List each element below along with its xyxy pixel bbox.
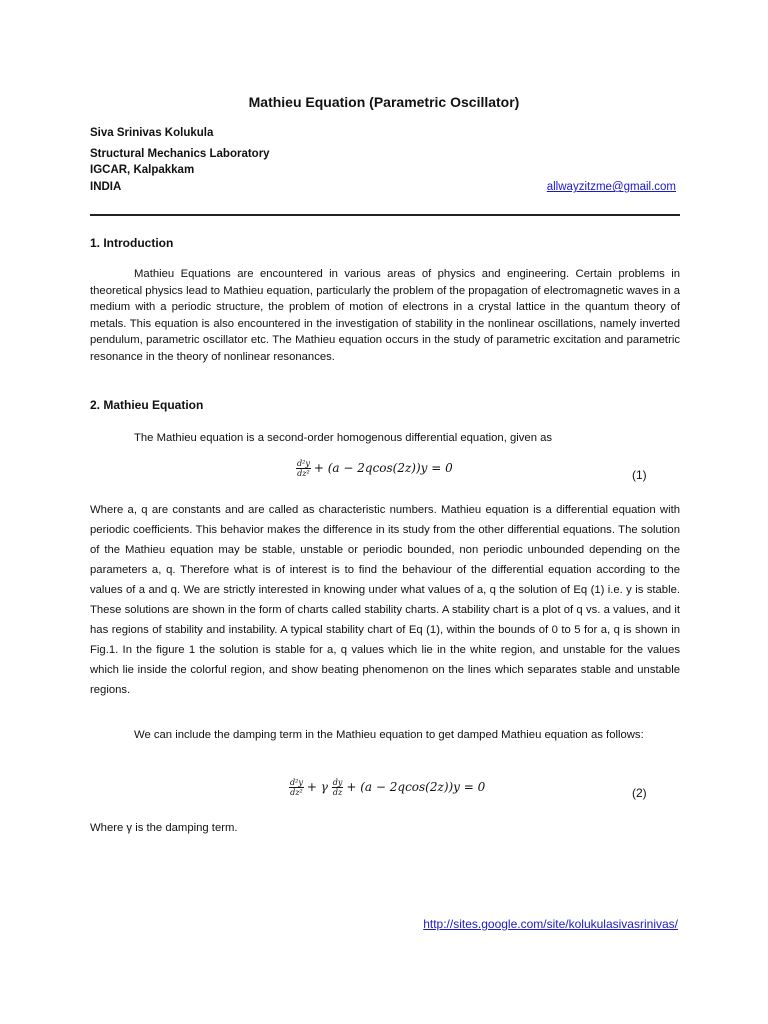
second-derivative-fraction: $\frac{\text{d²y}}{\text{dz²}}$ [297,459,310,478]
second-derivative-fraction: $\frac{\text{d²y}}{\text{dz²}}$ [290,778,303,797]
author-country: INDIA [90,181,122,193]
author-name: Siva Srinivas Kolukula [90,127,214,139]
header-divider [90,214,680,216]
first-derivative-fraction: $\frac{dy}{dz}$ [332,778,343,797]
author-institute: IGCAR, Kalpakkam [90,164,195,176]
equation-2-gamma: + γ [306,780,328,794]
mathieu-paragraph: Where a, q are constants and are called as characteristic numbers. Mathieu equation is a differential equation with periodic coefficients. This behavior makes the difference in its study from the other differential equations. The solution of the Mathieu equation may be stable, unstable or periodic bounded, non periodic unbounded depending on the parameters a, q. Therefore what is of interest is to find the behaviour of the differential equation according to the values of a and q. We are strictly interested in knowing under what values of a, q the solution of Eq (1) i.e. y is stable. These solutions are shown in the form of charts called stability charts. A stability chart is a plot of q vs. a values, and it has regions of stability and instability. A typical stability chart of Eq (1), within the bounds of 0 to 5 for a, q is shown in Fig.1. In the figure 1 the solution is stable for a, q values which lie in the white region, and unstable for the values which lie inside the colorful region, and show beating phenomenon on the lines which separates stable and unstable regions. [90,504,680,696]
gamma-definition: Where γ is the damping term. [90,822,238,834]
mathieu-intro-paragraph: The Mathieu equation is a second-order homogenous differential equation, given as [134,432,553,444]
introduction-paragraph: Mathieu Equations are encountered in various areas of physics and engineering. Certain problems in theoretical physics lead to Mathieu equation, particularly the problem of the propagation of electromagnetic waves in a medium with a periodic structure, the problem of motion of electrons in a crystal lattice in the quantum theory of metals. This equation is also encountered in the investigation of stability in the nonlinear oscillations, namely inverted pendulum, parametric oscillator etc. The Mathieu equation occurs in the study of parametric excitation and parametric resonance in the theory of nonlinear resonances. [90,268,680,363]
paper-title: Mathieu Equation (Parametric Oscillator) [248,94,520,110]
damping-paragraph: We can include the damping term in the Mathieu equation to get damped Mathieu equation as follows: [134,729,644,741]
author-email-link[interactable]: allwayzitzme@gmail.com [546,181,676,193]
equation-1-rhs: + (a − 2qcos(2z))y = 0 [313,461,453,475]
equation-2-rhs: + (a − 2qcos(2z))y = 0 [346,780,486,794]
section-heading-introduction: 1. Introduction [90,236,174,250]
author-lab: Structural Mechanics Laboratory [90,148,270,160]
section-heading-mathieu: 2. Mathieu Equation [90,398,204,412]
equation-1 [296,459,453,478]
equation-2-number: (2) [632,786,647,800]
equation-1-number: (1) [632,468,647,482]
equation-2 [289,778,485,797]
footer-site-link[interactable]: http://sites.google.com/site/kolukulasivasrinivas/ [423,917,678,931]
